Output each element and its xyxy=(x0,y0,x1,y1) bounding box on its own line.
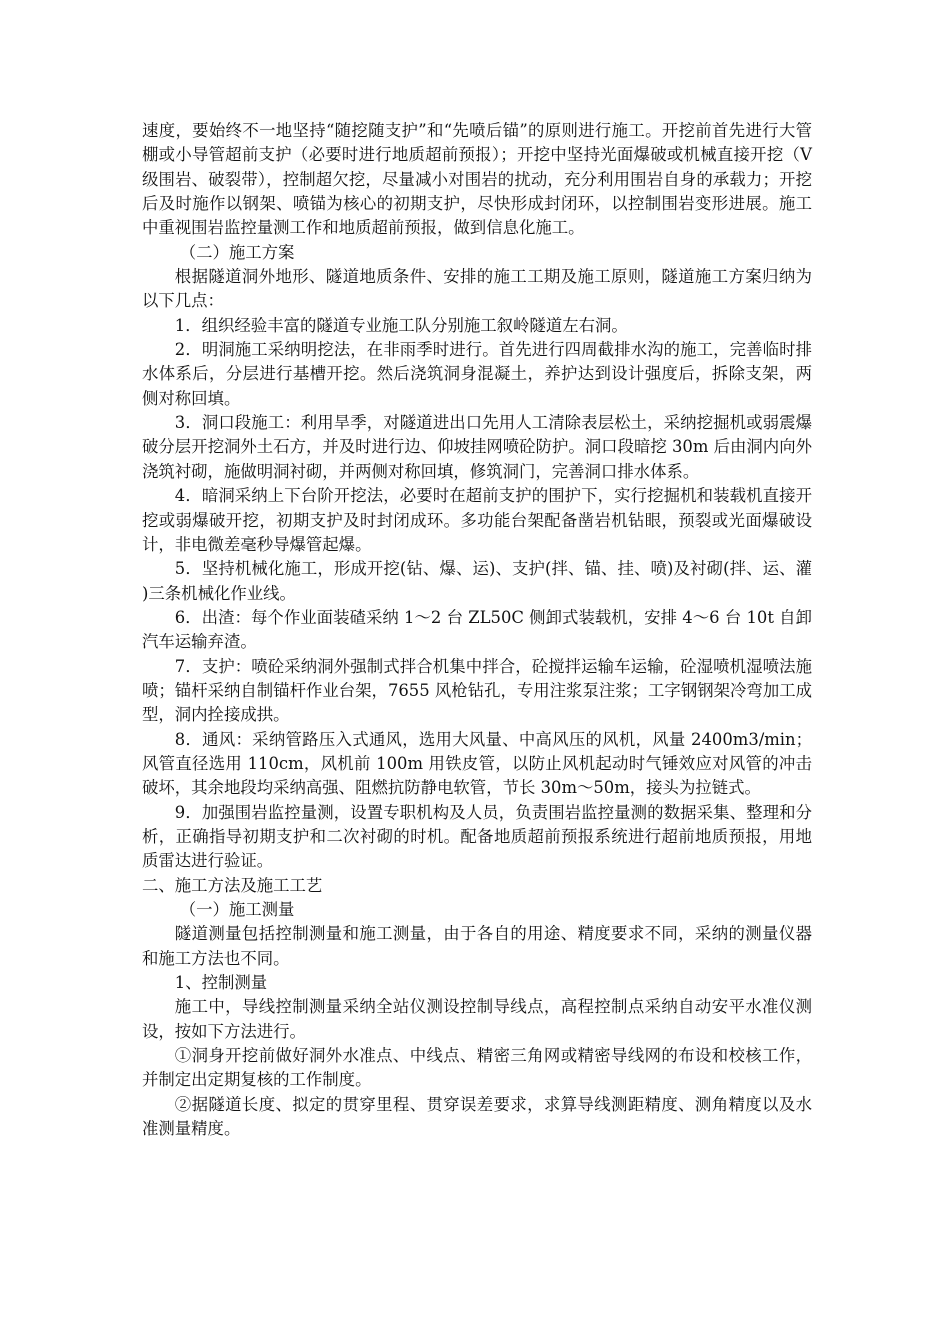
document-body xyxy=(142,119,812,1141)
list-item-4: 4．暗洞采纳上下台阶开挖法，必要时在超前支护的围护下，实行挖掘机和装载机直接开挖或弱爆破开挖，初期支护及时封闭成环。多功能台架配备凿岩机钻眼，预裂或光面爆破设计，非电微差毫秒导爆管起爆。 xyxy=(142,486,812,554)
list-item-6: 6．出渣：每个作业面装碴采纳 1～2 台 ZL50C 侧卸式装载机，安排 4～6 台 10t 自卸汽车运输弃渣。 xyxy=(142,607,812,652)
paragraph-control-survey: 施工中，导线控制测量采纳全站仪测设控制导线点，高程控制点采纳自动安平水准仪测设，按如下方法进行。 xyxy=(142,997,812,1041)
paragraph-intro: 速度，要始终不一地坚持“随挖随支护”和“先喷后锚”的原则进行施工。开挖前首先进行大管棚或小导管超前支护（必要时进行地质超前预报）；开挖中坚持光面爆破或机械直接开挖（Ⅴ级围岩、破裂带），控制超欠挖，尽量减小对围岩的扰动，充分利用围岩自身的承载力；开挖后及时施作以钢架、喷锚为核心的初期支护，尽快形成封闭环，以控制围岩变形进展。施工中重视围岩监控量测工作和地质超前预报，做到信息化施工。 xyxy=(142,121,812,238)
list-item-3: 3．洞口段施工：利用旱季，对隧道进出口先用人工清除表层松土，采纳挖掘机或弱震爆破分层开挖洞外土石方，并及时进行边、仰坡挂网喷砼防护。洞口段暗挖 30m 后由洞内向外浇筑衬砌，施做明洞衬砌，并两侧对称回填，修筑洞门，完善洞口排水体系。 xyxy=(142,413,812,481)
heading-construction-survey: （一）施工测量 xyxy=(179,900,295,919)
list-item-circled-2: ②据隧道长度、拟定的贯穿里程、贯穿误差要求，求算导线测距精度、测角精度以及水准测量精度。 xyxy=(142,1094,812,1139)
paragraph-plan-summary: 根据隧道洞外地形、隧道地质条件、安排的施工工期及施工原则，隧道施工方案归纳为以下几点： xyxy=(142,267,812,311)
section-heading-methods: 二、施工方法及施工工艺 xyxy=(142,875,323,895)
list-item-8: 8．通风：采纳管路压入式通风，选用大风量、中高风压的风机，风量 2400m3/min；风管直径选用 110cm，风机前 100m 用铁皮管，以防止风机起动时气锤效应对风管的冲击破坏，其余地段均采纳高强、阻燃抗防静电软管，节长 30m～50m，接头为拉链式。 xyxy=(142,729,812,798)
heading-construction-plan: （二）施工方案 xyxy=(179,242,295,262)
list-item-5: 5．坚持机械化施工，形成开挖(钻、爆、运)、支护(拌、锚、挂、喷)及衬砌(拌、运、灌)三条机械化作业线。 xyxy=(142,559,812,603)
list-item-9: 9．加强围岩监控量测，设置专职机构及人员，负责围岩监控量测的数据采集、整理和分析，正确指导初期支护和二次衬砌的时机。配备地质超前预报系统进行超前地质预报，用地质雷达进行验证。 xyxy=(142,802,812,871)
list-item-circled-1: ①洞身开挖前做好洞外水准点、中线点、精密三角网或精密导线网的布设和校核工作，并制定出定期复核的工作制度。 xyxy=(142,1046,812,1090)
list-item-7: 7．支护：喷砼采纳洞外强制式拌合机集中拌合，砼搅拌运输车运输，砼湿喷机湿喷法施喷；锚杆采纳自制锚杆作业台架，7655 风枪钻孔，专用注浆泵注浆；工字钢钢架冷弯加工成型，洞内拴接成拱。 xyxy=(142,656,812,725)
paragraph-survey-intro: 隧道测量包括控制测量和施工测量，由于各自的用途、精度要求不同，采纳的测量仪器和施工方法也不同。 xyxy=(142,924,812,968)
list-item-1: 1．组织经验丰富的隧道专业施工队分别施工叙岭隧道左右洞。 xyxy=(174,315,628,335)
list-item-2: 2．明洞施工采纳明挖法，在非雨季时进行。首先进行四周截排水沟的施工，完善临时排水体系后，分层进行基槽开挖。然后浇筑洞身混凝土，养护达到设计强度后，拆除支架，两侧对称回填。 xyxy=(142,340,812,408)
heading-control-survey: 1、控制测量 xyxy=(174,973,268,993)
